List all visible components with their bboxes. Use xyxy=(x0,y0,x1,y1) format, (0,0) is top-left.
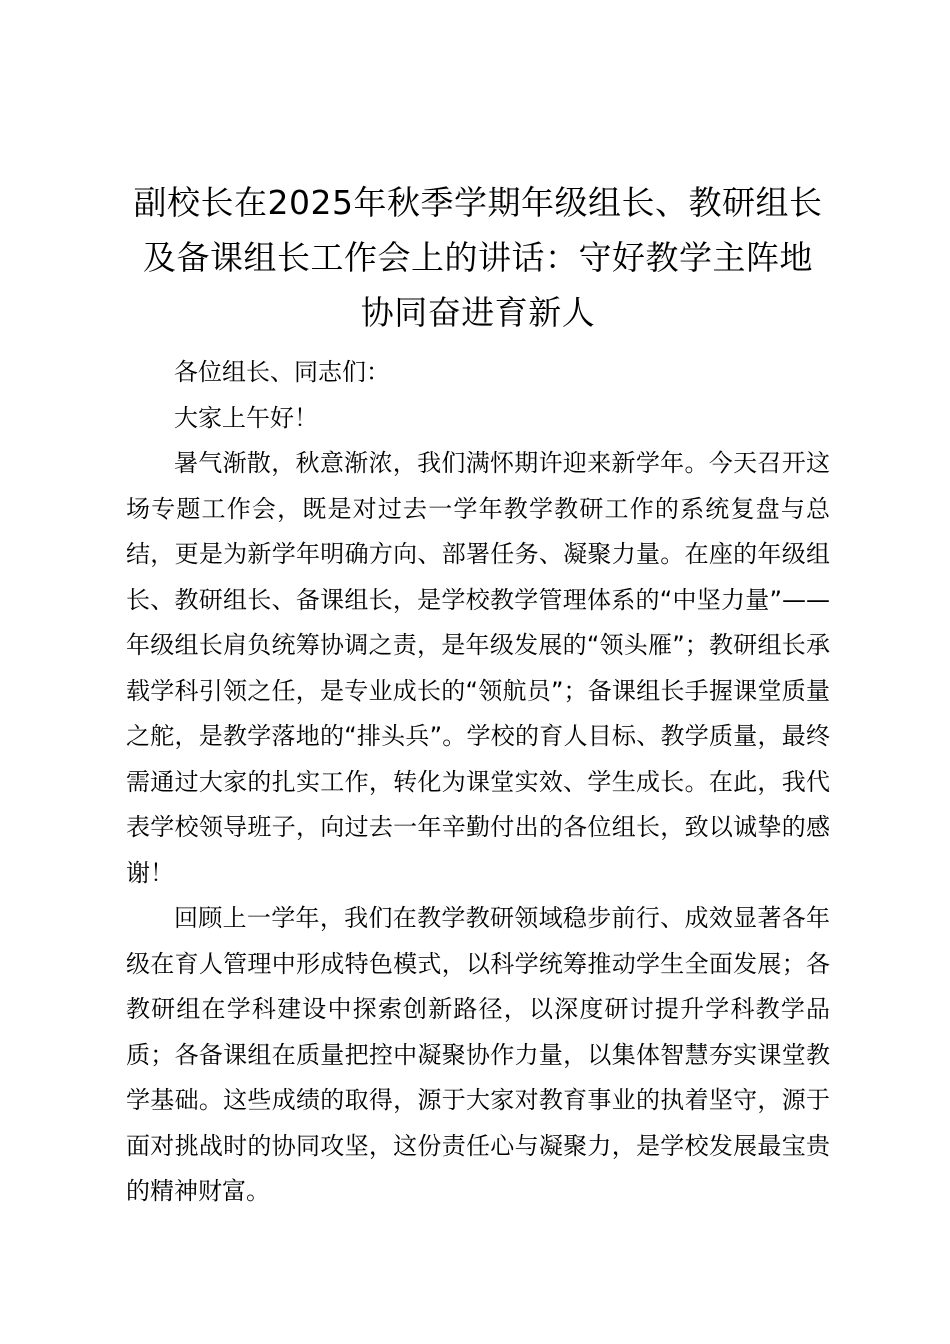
document-body xyxy=(126,175,830,1215)
body-paragraph: 回顾上一学年，我们在教学教研领域稳步前行、成效显著各年级在育人管理中形成特色模式，以科学统筹推动学生全面发展；各教研组在学科建设中探索创新路径，以深度研讨提升学科教学品质；各备课组在质量把控中凝聚协作力量，以集体智慧夯实课堂教学基础。这些成绩的取得，源于大家对教育事业的执着坚守，源于面对挑战时的协同攻坚，这份责任心与凝聚力，是学校发展最宝贵的精神财富。 xyxy=(126,904,830,1205)
body-paragraph: 暑气渐散，秋意渐浓，我们满怀期许迎来新学年。今天召开这场专题工作会，既是对过去一学年教学教研工作的系统复盘与总结，更是为新学年明确方向、部署任务、凝聚力量。在座的年级组长、教研组长、备课组长，是学校教学管理体系的“中坚力量”——年级组长肩负统筹协调之责，是年级发展的“领头雁”；教研组长承载学科引领之任，是专业成长的“领航员”；备课组长手握课堂质量之舵，是教学落地的“排头兵”。学校的育人目标、教学质量，最终需通过大家的扎实工作，转化为课堂实效、学生成长。在此，我代表学校领导班子，向过去一年辛勤付出的各位组长，致以诚挚的感谢！ xyxy=(126,449,830,887)
document-title: 副校长在2025年秋季学期年级组长、教研组长及备课组长工作会上的讲话：守好教学主阵地 协同奋进育新人 xyxy=(133,183,823,332)
greeting: 大家上午好！ xyxy=(174,403,318,432)
salutation: 各位组长、同志们： xyxy=(174,358,390,386)
